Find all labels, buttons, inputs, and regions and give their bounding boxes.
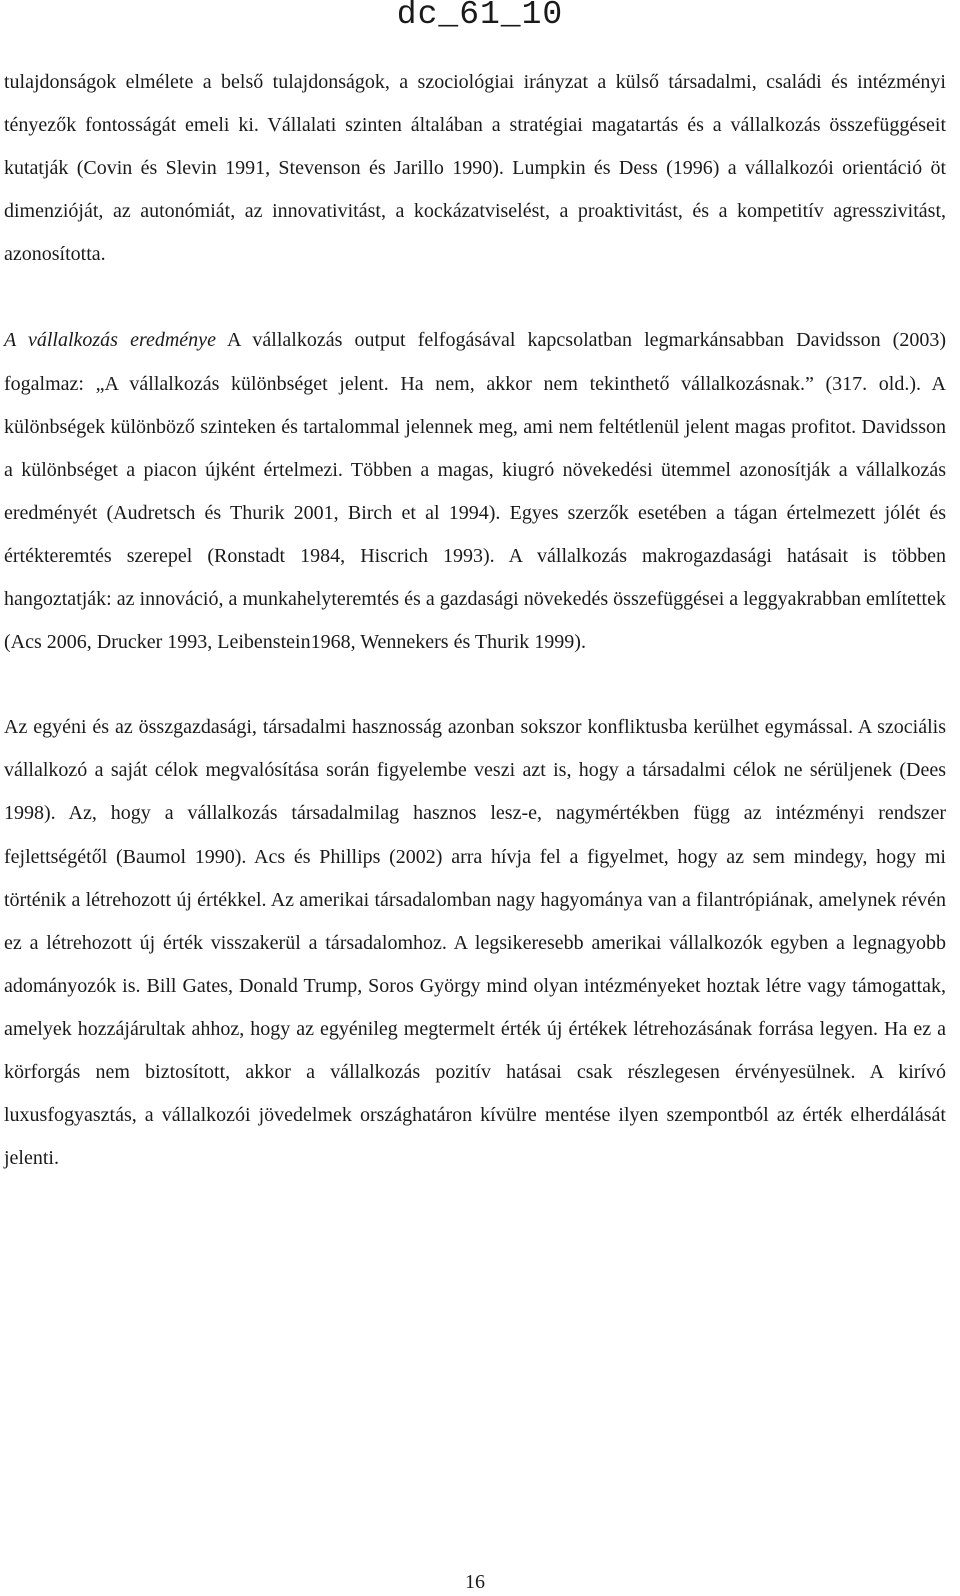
paragraph-outcome: [4, 319, 946, 664]
paragraph-outcome-title: A vállalkozás eredménye: [4, 329, 216, 352]
page-number: 16: [465, 1571, 485, 1593]
paragraph-social-utility: Az egyéni és az összgazdasági, társadalmi hasznosság azonban sokszor konfliktusba kerülhet egymással. A szociális vállalkozó a saját célok megvalósítása során figyelembe veszi azt is, hogy a társadalmi célok ne sérüljenek (Dees 1998). Az, hogy a vállalkozás társadalmilag hasznos lesz-e, nagymértékben függ az intézményi rendszer fejlettségétől (Baumol 1990). Acs és Phillips (2002) arra hívja fel a figyelmet, hogy az sem mindegy, hogy mi történik a létrehozott új értékkel. Az amerikai társadalomban nagy hagyománya van a filantrópiának, amelynek révén ez a létrehozott új érték visszakerül a társadalomhoz. A legsikeresebb amerikai vállalkozók egyben a legnagyobb adományozók is. Bill Gates, Donald Trump, Soros György mind olyan intézményeket hoztak létre vagy támogattak, amelyek hozzájárultak ahhoz, hogy az egyénileg megtermelt érték új értékek létrehozásának forrása legyen. Ha ez a körforgás nem biztosított, akkor a vállalkozás pozitív hatásai csak részlegesen érvényesülnek. A kirívó luxusfogyasztás, a vállalkozói jövedelmek országhatáron kívülre mentése ilyen szempontból az érték elherdálását jelenti.: [4, 716, 946, 1170]
paragraph-orientation: tulajdonságok elmélete a belső tulajdonságok, a szociológiai irányzat a külső társadalmi, családi és intézményi tényezők fontosságát emeli ki. Vállalati szinten általában a stratégiai magatartás és a vállalkozás összefüggéseit kutatják (Covin és Slevin 1991, Stevenson és Jarillo 1990). Lumpkin és Dess (1996) a vállalkozói orientáció öt dimenzióját, az autonómiát, az innovativitást, a kockázatviselést, a proaktivitást, és a kompetitív agresszivitást, azonosította.: [4, 71, 946, 266]
paragraph-outcome-body: A vállalkozás output felfogásával kapcsolatban legmarkánsabban Davidsson (2003) fogalmaz: „A vállalkozás különbséget jelent. Ha nem, akkor nem tekinthető vállalkozásnak.” (317. old.). A különbségek különböző szinteken és tartalommal jelennek meg, ami nem feltétlenül jelent magas profitot. Davidsson a különbséget a piacon újként értelmezi. Többen a magas, kiugró növekedési ütemmel azonosítják a vállalkozás eredményét (Audretsch és Thurik 2001, Birch et al 1994). Egyes szerzők esetében a tágan értelmezett jólét és értékteremtés szerepel (Ronstadt 1984, Hiscrich 1993). A vállalkozás makrogazdasági hatásait is többen hangoztatják: az innováció, a munkahelyteremtés és a gazdasági növekedés összefüggései a leggyakrabban említettek (Acs 2006, Drucker 1993, Leibenstein1968, Wennekers és Thurik 1999).: [4, 329, 946, 654]
document-body: [4, 61, 946, 1180]
document-id-header: dc_61_10: [396, 0, 564, 33]
